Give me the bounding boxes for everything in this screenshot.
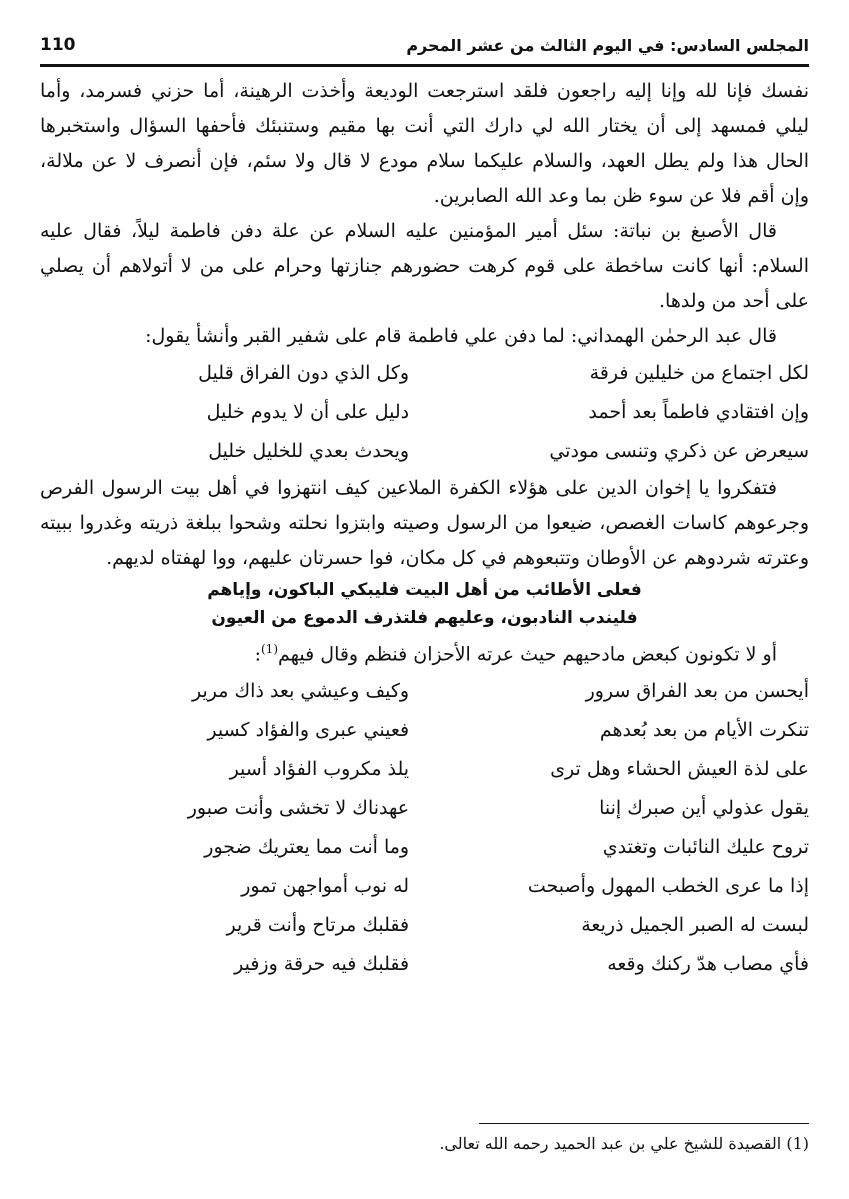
verse bbox=[40, 828, 809, 867]
first-hemistich: فأي مصاب هدّ ركنك وقعه bbox=[607, 953, 809, 976]
first-hemistich: وإن افتقادي فاطماً بعد أحمد bbox=[588, 401, 809, 423]
paragraph: نفسك فإنا لله وإنا إليه راجعون فلقد استرجعت الوديعة وأخذت الرهينة، أما حزني فسرمد، وأما ليلي فمسهد إلى أن يختار الله لي دارك التي أنت بها مقيم وستنبئك فأحفها السؤال واستخبرها الحال هذا ولم يطل العهد، والسلام عليكما سلام مودع لا قال ولا سئم، فإن أنصرف لا عن ملالة، وإن أقم فلا عن سوء ظن بما وعد الله الصابرين. bbox=[40, 80, 809, 207]
verse bbox=[40, 672, 809, 711]
first-hemistich: أيحسن من بعد الفراق سرور bbox=[585, 680, 809, 703]
second-hemistich: فقلبك فيه حرقة وزفير bbox=[234, 953, 410, 976]
verse bbox=[40, 906, 809, 945]
first-hemistich: لكل اجتماع من خليلين فرقة bbox=[589, 362, 809, 384]
second-hemistich: وما أنت مما يعتريك ضجور bbox=[204, 836, 410, 859]
first-hemistich: تنكرت الأيام من بعد بُعدهم bbox=[599, 719, 809, 742]
verse bbox=[40, 354, 809, 393]
footnote-number: (1) bbox=[786, 1134, 809, 1153]
verse bbox=[40, 750, 809, 789]
footnote-text: القصيدة للشيخ علي بن عبد الحميد رحمه الله تعالى. bbox=[439, 1134, 782, 1153]
paragraph-text: أو لا تكونون كبعض مادحيهم حيث عرته الأحزان فنظم وقال فيهم bbox=[278, 643, 777, 666]
footnote-rule bbox=[479, 1123, 809, 1124]
paragraph: قال الأصبغ بن نباتة: سئل أمير المؤمنين عليه السلام عن علة دفن فاطمة ليلاً، فقال عليه السلام: أنها كانت ساخطة على قوم كرهت حضورهم جنازتها وحرام على من لا أتولاهم أن يصلي على أحد من ولدها. bbox=[40, 220, 809, 312]
second-hemistich: ويحدث بعدي للخليل خليل bbox=[208, 440, 410, 462]
first-hemistich: إذا ما عرى الخطب المهول وأصبحت bbox=[527, 875, 809, 898]
verse bbox=[40, 945, 809, 984]
verse bbox=[40, 789, 809, 828]
footnote bbox=[40, 1132, 809, 1156]
second-hemistich: وكيف وعيشي بعد ذاك مرير bbox=[192, 680, 410, 703]
second-hemistich: وكل الذي دون الفراق قليل bbox=[198, 362, 410, 384]
paragraph: فتفكروا يا إخوان الدين على هؤلاء الكفرة الملاعين كيف انتهزوا في أهل بيت الرسول الفرص وجرعوهم كاسات الغصص، ضيعوا من الرسول وصيته وابتزوا نحلته وشحوا ببلغة ذريته وغدروا ببيته وعترته شردوهم عن الأوطان وتتبعوهم في كل مكان، فوا حسرتان عليهم، ووا لهفتاه لديهم. bbox=[40, 477, 809, 569]
paragraph-colon: : bbox=[254, 643, 261, 666]
first-hemistich: سيعرض عن ذكري وتنسى مودتي bbox=[549, 440, 809, 462]
first-hemistich: تروح عليك النائبات وتغتدي bbox=[602, 836, 809, 859]
centered-line: فليندب النادبون، وعليهم فلتذرف الدموع من العيون bbox=[211, 608, 638, 628]
second-hemistich: فعيني عبرى والفؤاد كسير bbox=[207, 719, 410, 742]
poem-2 bbox=[40, 672, 809, 984]
running-header bbox=[40, 30, 809, 60]
second-hemistich: عهدناك لا تخشى وأنت صبور bbox=[187, 797, 410, 820]
page-body bbox=[40, 74, 809, 984]
first-hemistich: يقول عذولي أين صبرك إننا bbox=[599, 797, 809, 820]
paragraph bbox=[40, 632, 809, 672]
verse bbox=[40, 432, 809, 471]
second-hemistich: دليل على أن لا يدوم خليل bbox=[206, 401, 410, 423]
first-hemistich: لبست له الصبر الجميل ذريعة bbox=[581, 914, 809, 937]
verse bbox=[40, 711, 809, 750]
verse bbox=[40, 867, 809, 906]
second-hemistich: يلذ مكروب الفؤاد أسير bbox=[229, 758, 410, 781]
centered-line: فعلى الأطائب من أهل البيت فليبكي الباكون، وإياهم bbox=[207, 580, 642, 600]
second-hemistich: فقلبك مرتاح وأنت قرير bbox=[226, 914, 410, 937]
second-hemistich: له نوب أمواجهن تمور bbox=[241, 875, 410, 898]
footnote-ref: (1) bbox=[260, 642, 278, 656]
paragraph: قال عبد الرحمٰن الهمداني: لما دفن علي فاطمة قام على شفير القبر وأنشأ يقول: bbox=[145, 325, 777, 347]
header-rule bbox=[40, 64, 809, 67]
chapter-title: المجلس السادس: في اليوم الثالث من عشر المحرم bbox=[406, 35, 809, 55]
page-number: 110 bbox=[40, 35, 76, 55]
first-hemistich: على لذة العيش الحشاء وهل ترى bbox=[550, 758, 809, 781]
verse bbox=[40, 393, 809, 432]
poem-1 bbox=[40, 354, 809, 471]
